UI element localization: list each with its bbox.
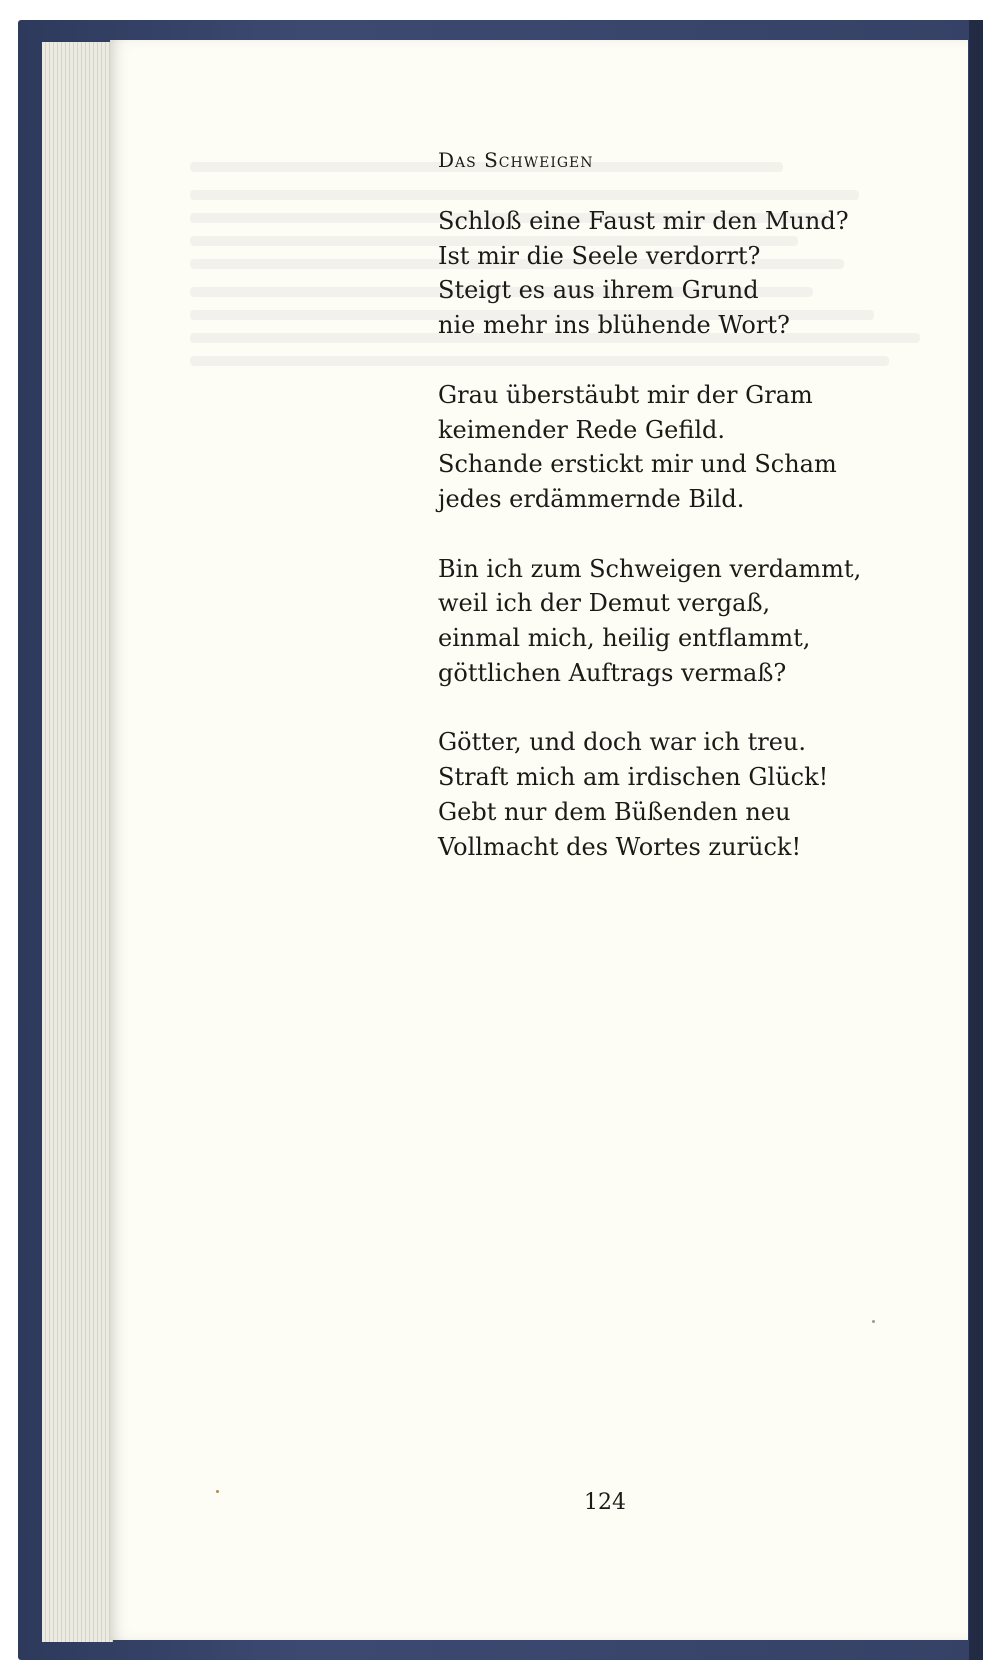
paper-speck xyxy=(216,1490,219,1493)
verse-line: Schloß eine Faust mir den Mund? xyxy=(438,207,849,235)
verse-line: Gebt nur dem Büßenden neu xyxy=(438,797,791,826)
stanza xyxy=(438,378,958,517)
verse-line: einmal mich, heilig entflammt, xyxy=(438,624,811,653)
paper-speck xyxy=(872,1320,875,1323)
verse-line: Schande erstickt mir und Scham xyxy=(438,450,837,479)
verse-line: göttlichen Auftrags vermaß? xyxy=(438,658,787,687)
page-stack-edge xyxy=(42,42,113,1642)
stanza xyxy=(438,204,958,343)
verse-line: keimender Rede Gefild. xyxy=(438,415,726,444)
book-cover-edge xyxy=(969,20,983,1660)
verse-line: Bin ich zum Schweigen verdammt, xyxy=(438,554,862,583)
verse-line: Vollmacht des Wortes zurück! xyxy=(438,832,802,861)
stanza xyxy=(438,552,958,691)
verse-line: nie mehr ins blühende Wort? xyxy=(438,311,790,340)
verse-line: Götter, und doch war ich treu. xyxy=(438,728,807,757)
verse-line: Grau überstäubt mir der Gram xyxy=(438,380,813,409)
verse-line: Ist mir die Seele verdorrt? xyxy=(438,241,761,270)
stanza xyxy=(438,725,958,864)
poem-title: Das Schweigen xyxy=(438,148,594,172)
verse-line: weil ich der Demut vergaß, xyxy=(438,589,771,618)
poem xyxy=(438,148,958,899)
page-number: 124 xyxy=(584,1490,626,1515)
verse-line: jedes erdämmernde Bild. xyxy=(438,484,745,513)
verse-line: Steigt es aus ihrem Grund xyxy=(438,276,759,305)
verse-line: Straft mich am irdischen Glück! xyxy=(438,763,829,792)
